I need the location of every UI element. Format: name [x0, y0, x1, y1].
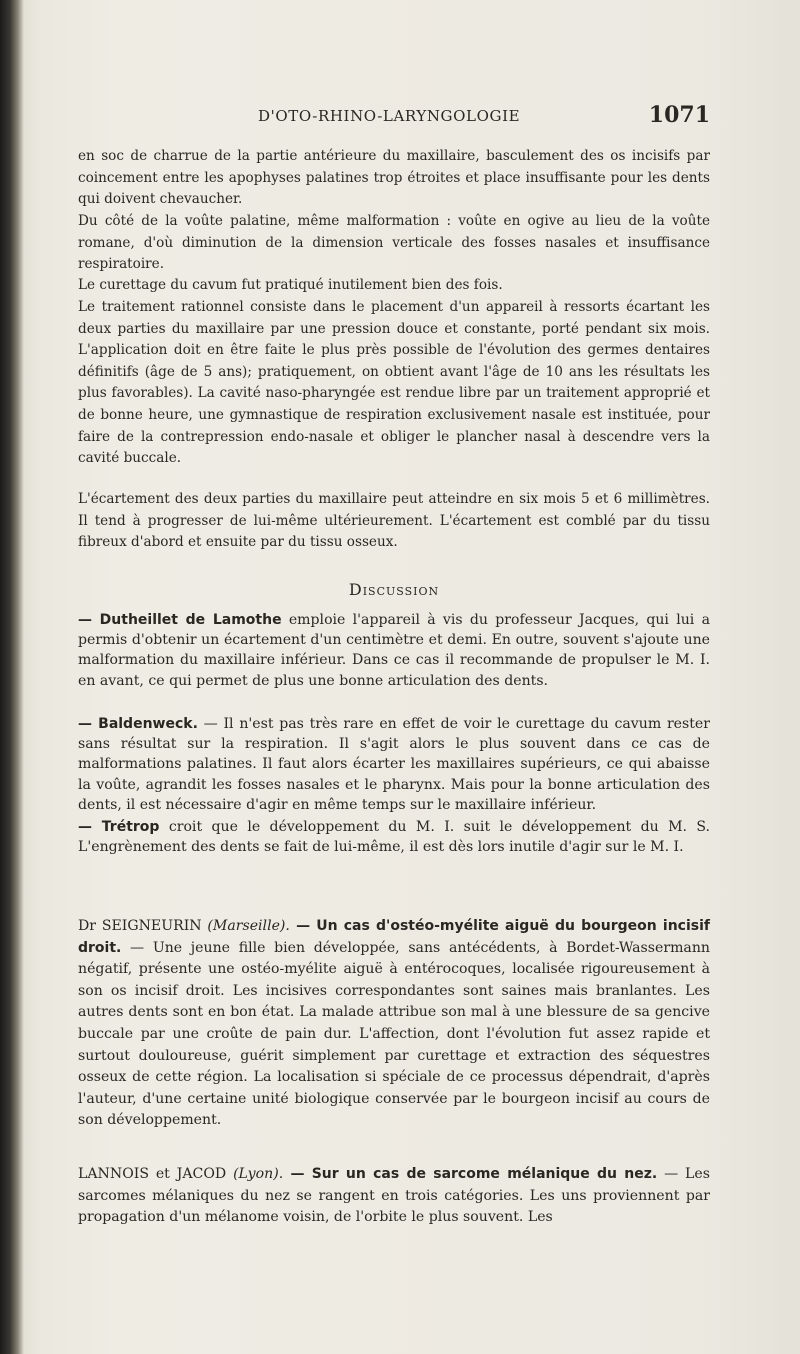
page-number: 1071: [648, 102, 710, 128]
article-city: (Lyon).: [233, 1166, 284, 1182]
article-title: — Un cas d'ostéo-myélite aiguë du bourgeon incisif droit.: [78, 918, 711, 956]
article-author: Dr SEIGNEURIN: [78, 918, 202, 934]
speaker-text: — Il n'est pas très rare en effet de voir le curettage du cavum rester sans résultat sur la respiration. Il s'agit alors le plus souvent dans ce cas de malformations palatines. Il faut alors écarter les maxillaires supérieurs, ce qui abaisse la voûte, agrandit les fosses nasales et le pharynx. Mais pour la bonne articulation des dents, il est nécessaire d'agir en même temps sur le maxillaire inférieur.: [78, 716, 710, 813]
article-text: — Une jeune fille bien développée, sans antécédents, à Bordet-Wassermann négatif, présente une ostéo-myélite aiguë à entérocoques, localisée rigoureusement à son os incisif droit. Les incisives correspondantes sont saines mais branlantes. Les autres dents sont en bon état. La malade attribue son mal à une blessure de sa gencive buccale par une croûte de pain dur. L'affection, dont l'évolution fut assez rapide et surtout douloureuse, guérit simplement par curettage et extraction des séquestres osseux de cette région. La localisation si spéciale de ce processus dépendrait, d'après l'auteur, d'une certaine unité biologique conservée par le bourgeon incisif au cours de son développement.: [78, 939, 710, 1129]
speaker-name: — Baldenweck.: [78, 716, 198, 732]
article-lannois-jacod: [78, 1164, 710, 1229]
speaker-name: — Dutheillet de Lamothe: [78, 612, 282, 628]
speaker-text: emploie l'appareil à vis du professeur Jacques, qui lui a permis d'obtenir un écartement d'un centimètre et demi. En outre, souvent s'ajoute une malformation du maxillaire inférieur. Dans ce cas il recommande de propulser le M. I. en avant, ce qui permet de plus une bonne articulation des dents.: [78, 612, 710, 689]
discussion-entry-dutheillet: [78, 610, 710, 691]
intro-paragraph-3: Le curettage du cavum fut pratiqué inutilement bien des fois.: [78, 277, 503, 293]
article-seigneurin: [78, 916, 710, 1132]
speaker-text: croit que le développement du M. I. suit le développement du M. S. L'engrènement des dents se fait de lui-même, il est dès lors inutile d'agir sur le M. I.: [78, 819, 710, 856]
article-city: (Marseille).: [207, 918, 290, 934]
intro-paragraph-4: Le traitement rationnel consiste dans le placement d'un appareil à ressorts écartant les deux parties du maxillaire par une pression douce et constante, porté pendant six mois. L'application doit en être faite le plus près possible de l'évolution des germes dentaires définitifs (âge de 5 ans); pratiquement, on obtient avant l'âge de 10 ans les résultats les plus favorables). La cavité naso-pharyngée est rendue libre par un traitement approprié et de bonne heure, une gymnastique de respiration exclusivement nasale est instituée, pour faire de la contrepression endo-nasale et obliger le plancher nasal à descendre vers la cavité buccale.: [78, 299, 710, 467]
intro-paragraph-1: en soc de charrue de la partie antérieure du maxillaire, basculement des os incisifs par coincement entre les apophyses palatines trop étroites et place insuffisante pour les dents qui doivent chevaucher.: [78, 148, 710, 208]
intro-paragraph-2: Du côté de la voûte palatine, même malformation : voûte en ogive au lieu de la voûte romane, d'où diminution de la dimension verticale des fosses nasales et insuffisance respiratoire.: [78, 213, 710, 273]
discussion-entry-baldenweck: [78, 714, 710, 815]
article-text: — Les sarcomes mélaniques du nez se rangent en trois catégories. Les uns proviennent par propagation d'un mélanome voisin, de l'orbite le plus souvent. Les: [78, 1166, 710, 1226]
book-binding-edge: [0, 0, 24, 1354]
intro-paragraph-5: L'écartement des deux parties du maxillaire peut atteindre en six mois 5 et 6 millimètres. Il tend à progresser de lui-même ultérieurement. L'écartement est comblé par du tissu fibreux d'abord et ensuite par du tissu osseux.: [78, 491, 710, 551]
article-author: LANNOIS et JACOD: [78, 1166, 227, 1182]
article-title: — Sur un cas de sarcome mélanique du nez.: [283, 1166, 658, 1182]
discussion-heading: Discussion: [348, 580, 440, 599]
running-title: D'OTO-RHINO-LARYNGOLOGIE: [258, 107, 521, 125]
discussion-entry-tretrop: [78, 817, 710, 857]
page-header: [258, 102, 710, 132]
speaker-name: — Trétrop: [78, 819, 160, 835]
